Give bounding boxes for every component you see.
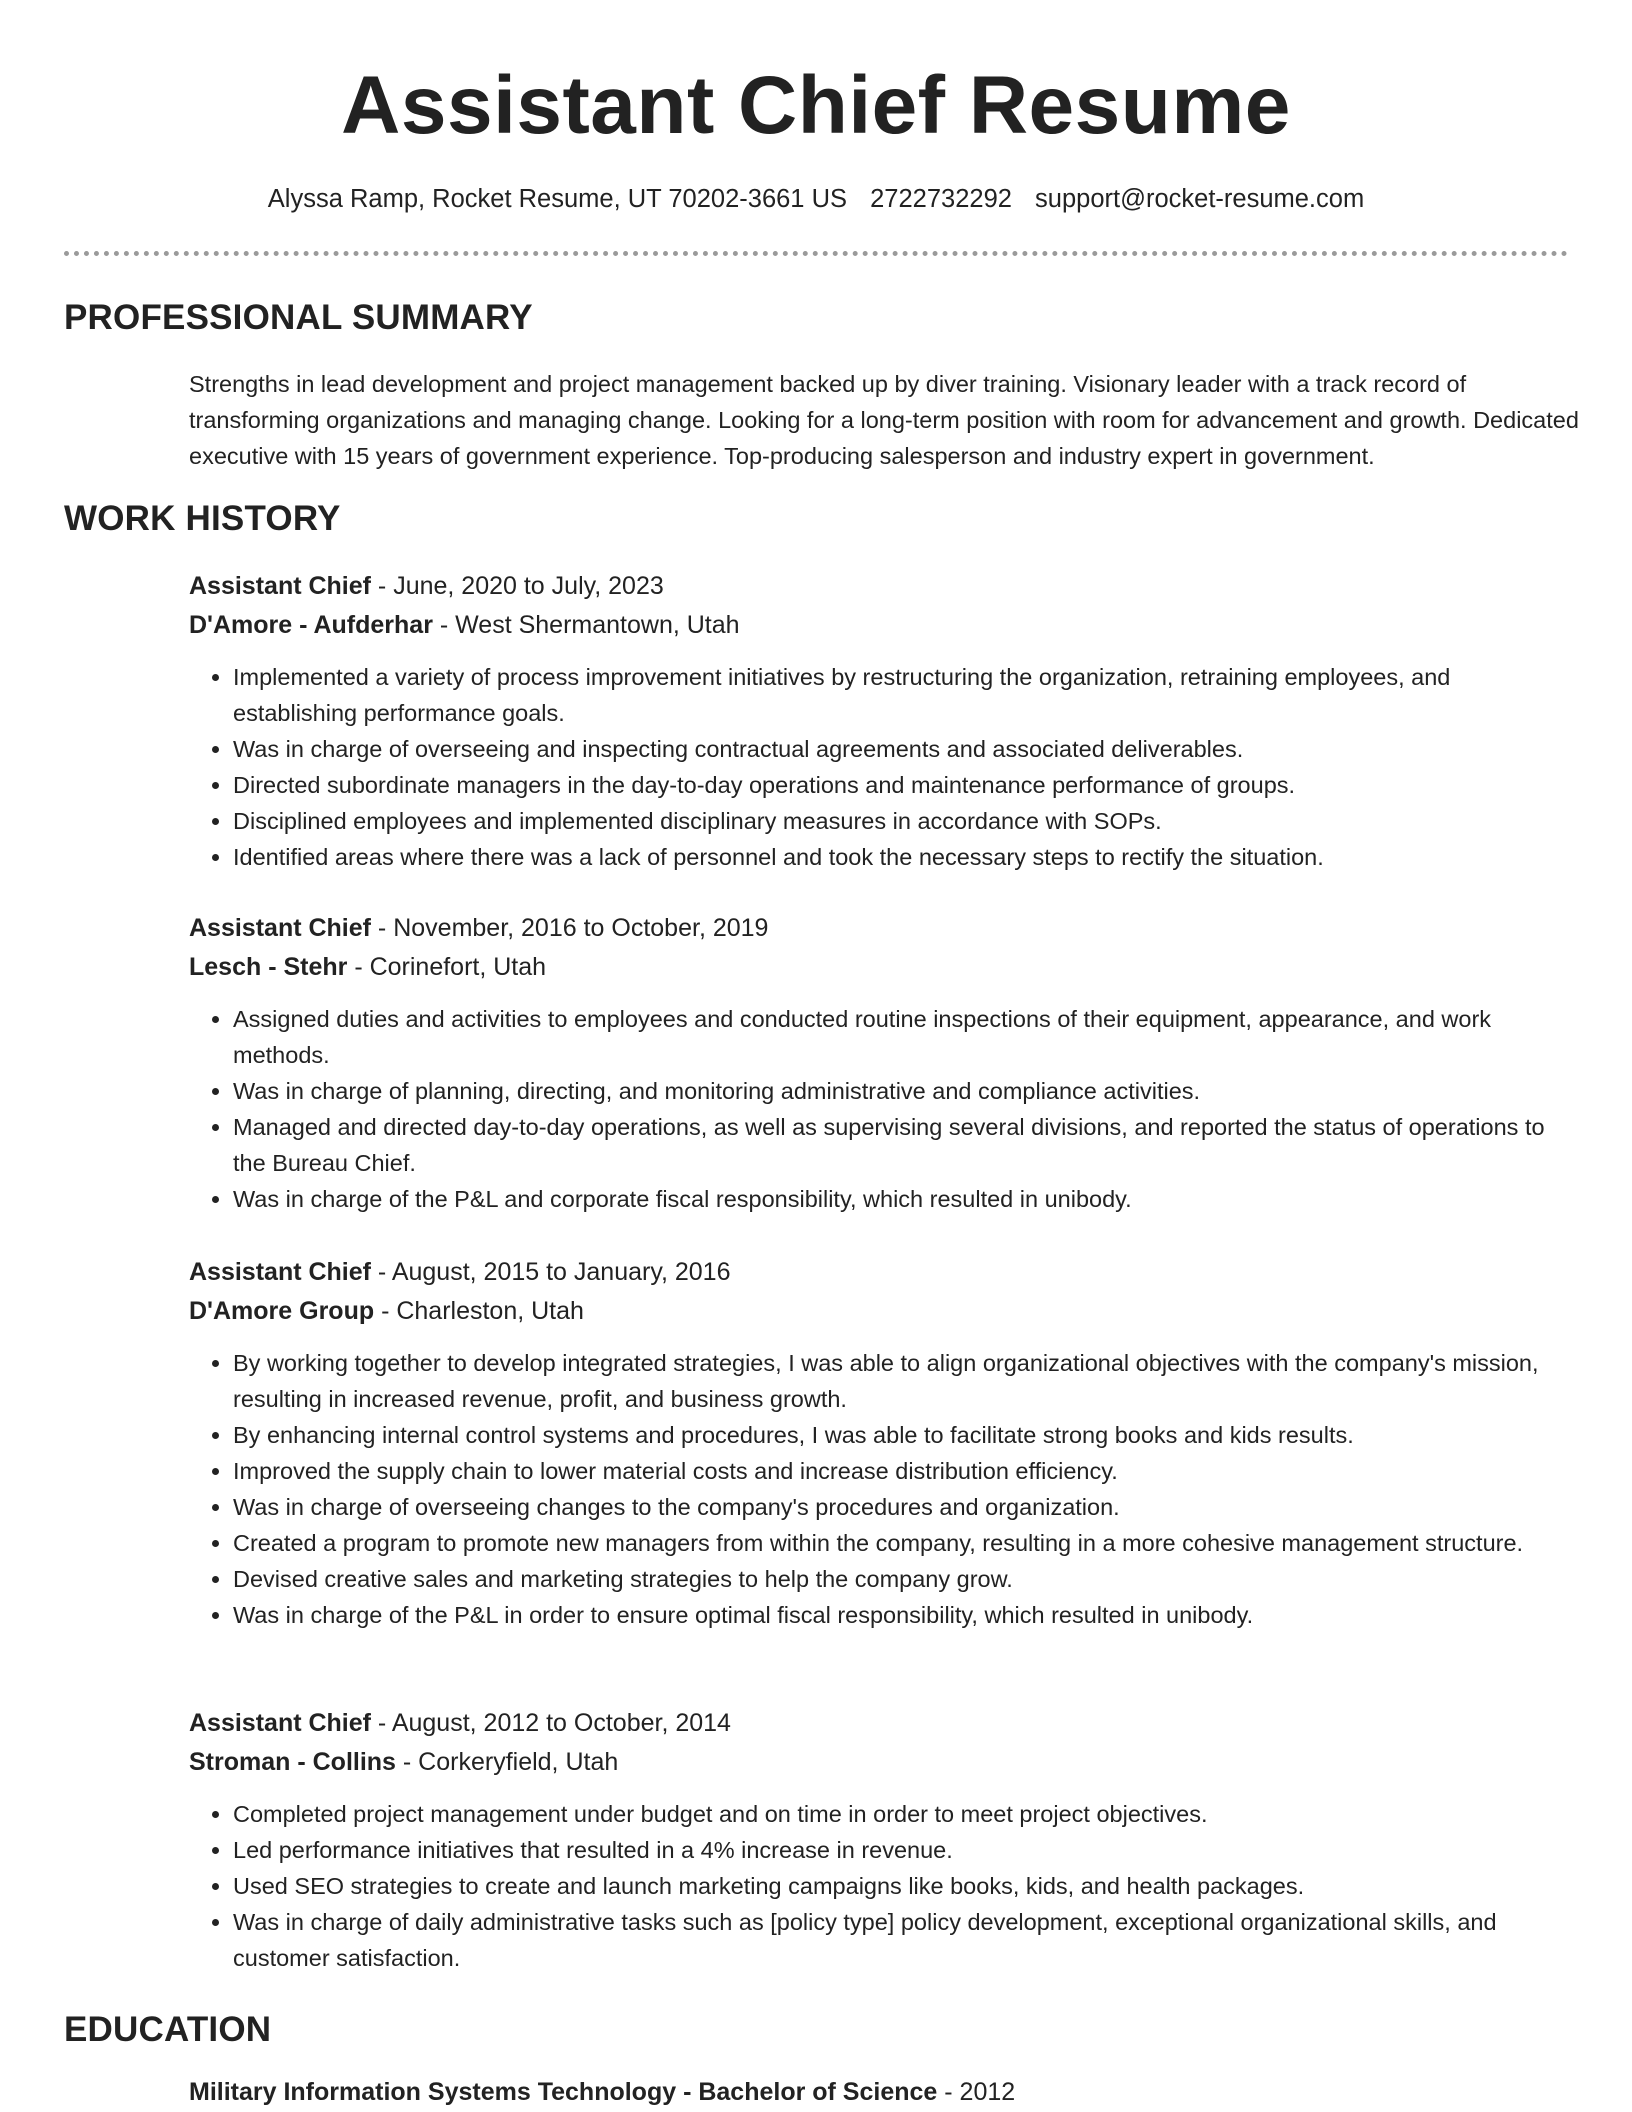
job-company-line xyxy=(189,1292,1579,1331)
job-title: Assistant Chief xyxy=(189,914,371,942)
education-heading: EDUCATION xyxy=(64,2010,272,2049)
job-bullet: • Devised creative sales and marketing strategies to help the company grow. xyxy=(233,1561,1579,1597)
summary-heading: PROFESSIONAL SUMMARY xyxy=(64,298,533,337)
job-title: Assistant Chief xyxy=(189,572,371,600)
job-entry xyxy=(189,567,1579,875)
job-bullet: • Used SEO strategies to create and launch marketing campaigns like books, kids, and health packages. xyxy=(233,1868,1579,1904)
job-company-line xyxy=(189,948,1579,987)
job-dates: - June, 2020 to July, 2023 xyxy=(370,572,664,600)
job-bullets xyxy=(189,1796,1579,1976)
job-bullet: • Completed project management under budget and on time in order to meet project objectives. xyxy=(233,1796,1579,1832)
job-bullets xyxy=(189,1345,1579,1633)
job-company: D'Amore Group xyxy=(189,1297,375,1325)
job-bullet: • Was in charge of overseeing and inspecting contractual agreements and associated deliverables. xyxy=(233,731,1579,767)
job-title: Assistant Chief xyxy=(189,1258,371,1286)
job-location: - Corkeryfield, Utah xyxy=(395,1748,619,1776)
job-dates: - November, 2016 to October, 2019 xyxy=(370,914,769,942)
job-bullet: • Was in charge of the P&L and corporate fiscal responsibility, which resulted in unibody. xyxy=(233,1181,1579,1217)
job-company: Lesch - Stehr xyxy=(189,953,348,981)
job-bullet: • Was in charge of overseeing changes to the company's procedures and organization. xyxy=(233,1489,1579,1525)
job-bullet: • Created a program to promote new managers from within the company, resulting in a more cohesive management structure. xyxy=(233,1525,1579,1561)
job-title-line xyxy=(189,1704,1579,1743)
education-entry xyxy=(189,2073,1579,2112)
contact-phone: 2722732292 xyxy=(870,185,1012,213)
job-bullets xyxy=(189,659,1579,875)
job-bullet: • Improved the supply chain to lower material costs and increase distribution efficiency. xyxy=(233,1453,1579,1489)
job-title: Assistant Chief xyxy=(189,1709,371,1737)
job-bullet: • Disciplined employees and implemented disciplinary measures in accordance with SOPs. xyxy=(233,803,1579,839)
job-bullet: • Led performance initiatives that resulted in a 4% increase in revenue. xyxy=(233,1832,1579,1868)
job-bullet: • By enhancing internal control systems and procedures, I was able to facilitate strong books and kids results. xyxy=(233,1417,1579,1453)
job-dates: - August, 2015 to January, 2016 xyxy=(370,1258,731,1286)
job-location: - Charleston, Utah xyxy=(374,1297,584,1325)
job-entry xyxy=(189,909,1579,1217)
summary-text: Strengths in lead development and project management backed up by diver training. Visionary leader with a track record of transforming organizations and managing change. Looking for a long-term position with room for advancement and growth. Dedicated executive with 15 years of government experience. Top-producing salesperson and industry expert in government. xyxy=(189,371,1579,469)
work-history-heading: WORK HISTORY xyxy=(64,499,341,538)
job-company: Stroman - Collins xyxy=(189,1748,396,1776)
job-bullet: • Managed and directed day-to-day operations, as well as supervising several divisions, and reported the status of operations to the Bureau Chief. xyxy=(233,1109,1579,1181)
job-title-line xyxy=(189,567,1579,606)
job-company-line xyxy=(189,606,1579,645)
job-bullet: • By working together to develop integrated strategies, I was able to align organizational objectives with the company's mission, resulting in increased revenue, profit, and business growth. xyxy=(233,1345,1579,1417)
education-degree: Military Information Systems Technology - Bachelor of Science xyxy=(189,2078,938,2106)
job-company-line xyxy=(189,1743,1579,1782)
contact-email: support@rocket-resume.com xyxy=(1035,185,1365,213)
job-location: - West Shermantown, Utah xyxy=(432,611,740,639)
job-company: D'Amore - Aufderhar xyxy=(189,611,433,639)
job-bullets xyxy=(189,1001,1579,1217)
job-entry xyxy=(189,1704,1579,1976)
job-title-line xyxy=(189,1253,1579,1292)
job-location: - Corinefort, Utah xyxy=(347,953,547,981)
job-bullet: • Was in charge of the P&L in order to ensure optimal fiscal responsibility, which resulted in unibody. xyxy=(233,1597,1579,1633)
contact-line xyxy=(0,181,1632,217)
job-bullet: • Implemented a variety of process improvement initiatives by restructuring the organization, retraining employees, and establishing performance goals. xyxy=(233,659,1579,731)
job-title-line xyxy=(189,909,1579,948)
contact-address: Alyssa Ramp, Rocket Resume, UT 70202-3661 US xyxy=(267,185,848,213)
job-bullet: • Was in charge of planning, directing, and monitoring administrative and compliance activities. xyxy=(233,1073,1579,1109)
job-bullet: • Assigned duties and activities to employees and conducted routine inspections of their equipment, appearance, and work methods. xyxy=(233,1001,1579,1073)
job-bullet: • Directed subordinate managers in the day-to-day operations and maintenance performance of groups. xyxy=(233,767,1579,803)
job-bullet: • Was in charge of daily administrative tasks such as [policy type] policy development, exceptional organizational skills, and customer satisfaction. xyxy=(233,1904,1579,1976)
resume-title: Assistant Chief Resume xyxy=(341,60,1291,151)
job-bullet: • Identified areas where there was a lack of personnel and took the necessary steps to rectify the situation. xyxy=(233,839,1579,875)
job-dates: - August, 2012 to October, 2014 xyxy=(370,1709,731,1737)
header-divider xyxy=(64,251,1568,256)
education-year: - 2012 xyxy=(937,2078,1016,2106)
job-entry xyxy=(189,1253,1579,1633)
